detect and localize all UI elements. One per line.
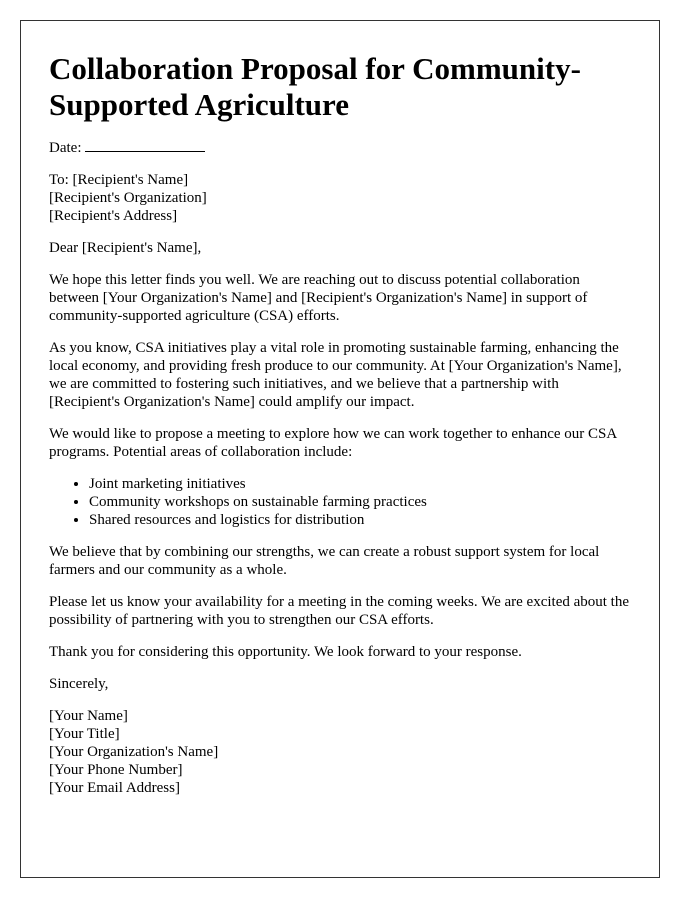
date-label: Date: [49, 140, 82, 156]
signature-email: [Your Email Address] [49, 780, 180, 796]
body-paragraph-strengths: We believe that by combining our strengths, we can create a robust support system for local farmers and our community as a whole. [49, 544, 600, 578]
date-blank [85, 138, 205, 152]
signature-title: [Your Title] [49, 726, 120, 742]
recipient-name-line: To: [Recipient's Name] [49, 172, 189, 188]
date-line [49, 138, 631, 157]
recipient-address: [Recipient's Address] [49, 208, 178, 224]
body-paragraph-availability: Please let us know your availability for a meeting in the coming weeks. We are excited about the possibility of partnering with you to strengthen our CSA efforts. [49, 594, 630, 628]
signature-name: [Your Name] [49, 708, 128, 724]
sign-off: Sincerely, [49, 676, 109, 692]
body-paragraph-csa: As you know, CSA initiatives play a vital role in promoting sustainable farming, enhancing the local economy, and providing fresh produce to our community. At [Your Organization's Name], we are committed to fostering such initiatives, and we believe that a partnership with [Recipient's Organization's Name] could amplify our impact. [49, 340, 622, 410]
recipient-organization: [Recipient's Organization] [49, 190, 207, 206]
letter-title: Collaboration Proposal for Community-Supported Agriculture [49, 51, 581, 122]
body-paragraph-intro: We hope this letter finds you well. We are reaching out to discuss potential collaboration between [Your Organization's Name] and [Recipient's Organization's Name] in support of community-supported agriculture (CSA) efforts. [49, 272, 588, 324]
salutation: Dear [Recipient's Name], [49, 240, 202, 256]
list-item: • Community workshops on sustainable farming practices [89, 493, 631, 511]
body-paragraph-proposal: We would like to propose a meeting to explore how we can work together to enhance our CSA programs. Potential areas of collaboration include: [49, 426, 617, 460]
body-paragraph-thanks: Thank you for considering this opportunity. We look forward to your response. [49, 644, 522, 660]
list-item: • Shared resources and logistics for distribution [89, 511, 631, 529]
recipient-block [49, 171, 631, 225]
letter-page [20, 20, 660, 878]
signature-phone: [Your Phone Number] [49, 762, 183, 778]
collaboration-areas-list [49, 475, 631, 529]
signature-block [49, 707, 631, 797]
signature-organization: [Your Organization's Name] [49, 744, 219, 760]
list-item: • Joint marketing initiatives [89, 475, 631, 493]
